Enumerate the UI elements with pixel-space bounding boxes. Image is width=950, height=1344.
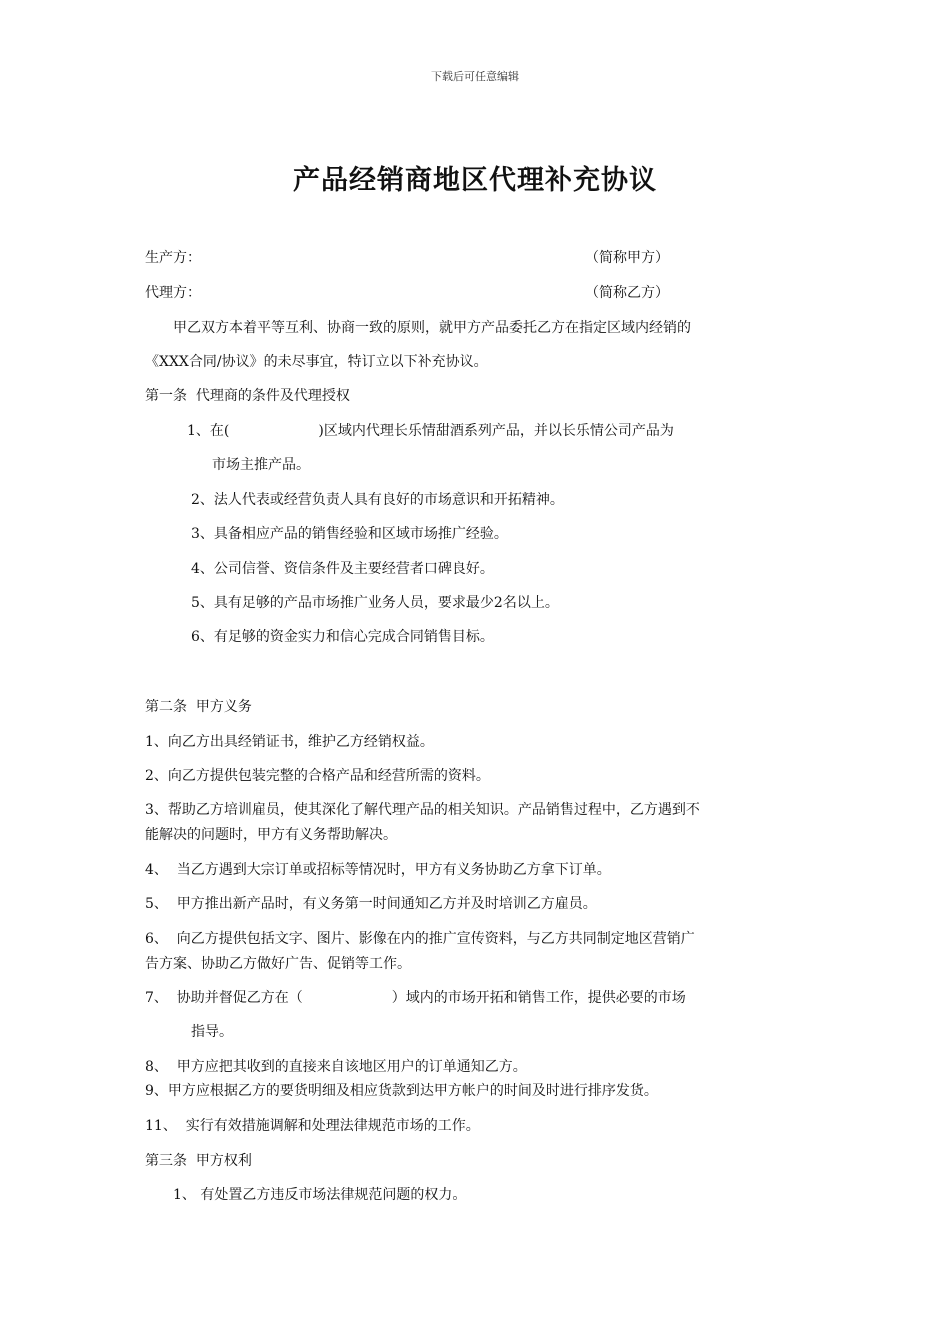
article-1-item-3: 3、具备相应产品的销售经验和区域市场推广经验。 bbox=[191, 526, 508, 542]
document-title: 产品经销商地区代理补充协议 bbox=[293, 165, 657, 196]
article-1-item-1: 1、在( )区域内代理长乐情甜酒系列产品，并以长乐情公司产品为 bbox=[187, 423, 674, 439]
article-1-item-2: 2、法人代表或经营负责人具有良好的市场意识和开拓精神。 bbox=[191, 492, 564, 508]
producer-label: 生产方： bbox=[145, 250, 201, 266]
article-2-item-9: 9、甲方应根据乙方的要货明细及相应货款到达甲方帐户的时间及时进行排序发货。 bbox=[145, 1083, 658, 1099]
article-2-item-7: 7、 协助并督促乙方在（ ）域内的市场开拓和销售工作，提供必要的市场 bbox=[145, 990, 686, 1006]
article-1-heading: 第一条 代理商的条件及代理授权 bbox=[145, 388, 350, 404]
article-2-item-2: 2、向乙方提供包装完整的合格产品和经营所需的资料。 bbox=[145, 768, 490, 784]
article-3-heading: 第三条 甲方权利 bbox=[145, 1153, 252, 1169]
intro-line-1: 甲乙双方本着平等互利、协商一致的原则，就甲方产品委托乙方在指定区域内经销的 bbox=[173, 320, 691, 336]
article-2-item-7-cont: 指导。 bbox=[191, 1024, 233, 1040]
article-2-item-6: 6、 向乙方提供包括文字、图片、影像在内的推广宣传资料，与乙方共同制定地区营销广 bbox=[145, 931, 695, 947]
page-header: 下载后可任意编辑 bbox=[431, 70, 519, 83]
article-1-item-4: 4、公司信誉、资信条件及主要经营者口碑良好。 bbox=[191, 561, 494, 577]
article-1-item-1-cont: 市场主推产品。 bbox=[212, 457, 310, 473]
article-3-item-1: 1、 有处置乙方违反市场法律规范问题的权力。 bbox=[173, 1187, 467, 1203]
article-2-item-1: 1、向乙方出具经销证书，维护乙方经销权益。 bbox=[145, 734, 434, 750]
article-1-item-6: 6、有足够的资金实力和信心完成合同销售目标。 bbox=[191, 629, 494, 645]
article-1-item-5: 5、具有足够的产品市场推广业务人员，要求最少2名以上。 bbox=[191, 595, 559, 611]
article-2-heading: 第二条 甲方义务 bbox=[145, 699, 252, 715]
article-2-item-3: 3、帮助乙方培训雇员，使其深化了解代理产品的相关知识。产品销售过程中，乙方遇到不 bbox=[145, 802, 700, 818]
agent-label: 代理方： bbox=[145, 285, 201, 301]
article-2-item-3-cont: 能解决的问题时，甲方有义务帮助解决。 bbox=[145, 827, 397, 843]
article-2-item-11: 11、 实行有效措施调解和处理法律规范市场的工作。 bbox=[145, 1118, 480, 1134]
article-2-item-8: 8、 甲方应把其收到的直接来自该地区用户的订单通知乙方。 bbox=[145, 1059, 527, 1075]
intro-line-2: 《XXX合同/协议》的未尽事宜，特订立以下补充协议。 bbox=[145, 354, 488, 370]
article-2-item-4: 4、 当乙方遇到大宗订单或招标等情况时，甲方有义务协助乙方拿下订单。 bbox=[145, 862, 611, 878]
agent-short-name: （简称乙方） bbox=[585, 285, 669, 301]
producer-short-name: （简称甲方） bbox=[585, 250, 669, 266]
article-2-item-6-cont: 告方案、协助乙方做好广告、促销等工作。 bbox=[145, 956, 411, 972]
article-2-item-5: 5、 甲方推出新产品时，有义务第一时间通知乙方并及时培训乙方雇员。 bbox=[145, 896, 597, 912]
